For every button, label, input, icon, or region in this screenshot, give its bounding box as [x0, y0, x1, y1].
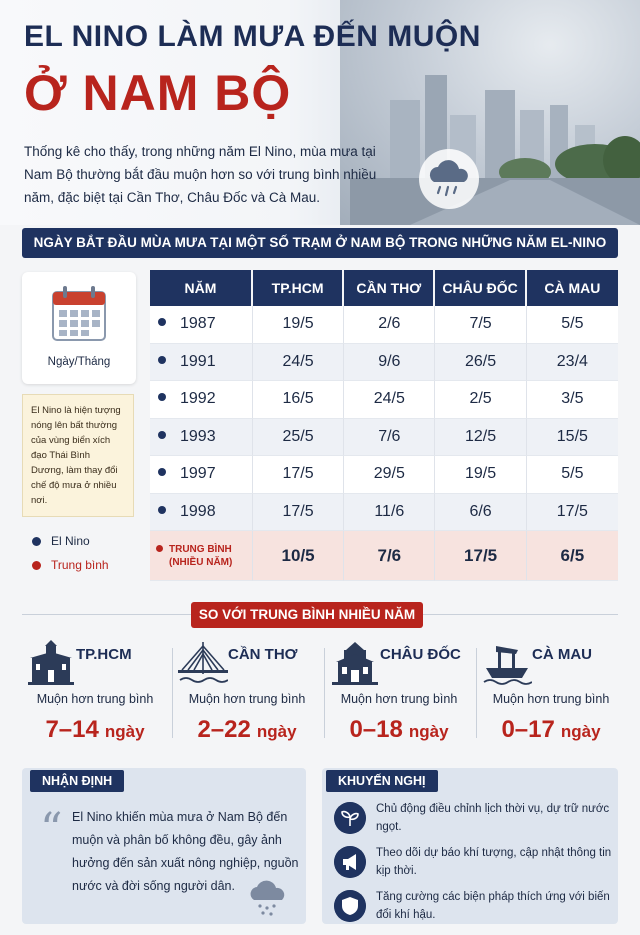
legend — [22, 529, 140, 577]
city-delay-value — [20, 716, 170, 744]
delay-unit: ngày — [560, 722, 601, 741]
legend-swatch — [32, 561, 41, 570]
delay-unit: ngày — [104, 722, 145, 741]
column-header: TP.HCM — [253, 270, 344, 306]
year-dot — [158, 506, 166, 514]
city-column-chau-doc — [324, 640, 474, 750]
delay-range: 2–22 — [197, 716, 251, 743]
megaphone-icon — [334, 846, 366, 878]
page-title-line1: EL NINO LÀM MƯA ĐẾN MUỘN — [24, 20, 481, 53]
year-cell — [150, 494, 253, 532]
section-title-banner: NGÀY BẮT ĐẦU MÙA MƯA TẠI MỘT SỐ TRẠM Ở NAM BỘ TRONG NHỮNG NĂM EL-NINO — [22, 228, 618, 258]
table-cell: 5/5 — [527, 306, 618, 344]
average-cell: 6/5 — [527, 531, 618, 581]
legend-swatch — [32, 537, 41, 546]
city-subtitle: Muộn hơn trung bình — [340, 692, 458, 706]
year-dot — [158, 318, 166, 326]
rain-cloud-icon — [244, 874, 294, 920]
sprout-icon — [334, 802, 366, 834]
legend-item-el-nino — [22, 529, 140, 553]
average-row — [150, 531, 618, 581]
average-cell: 10/5 — [253, 531, 344, 581]
table-row — [150, 344, 618, 382]
city-column-hcm — [20, 640, 170, 750]
legend-label: Trung bình — [51, 558, 109, 572]
assessment-text: El Nino khiến mùa mưa ở Nam Bộ đến muộn và phân bố không đều, gây ảnh hưởng đến sản xuất nông nghiệp, nguồn nước và đời sống người dân. — [72, 810, 299, 893]
city-name: TP.HCM — [76, 646, 132, 663]
recommendation-item — [334, 800, 614, 842]
table-cell: 24/5 — [253, 344, 344, 382]
table-cell: 16/5 — [253, 381, 344, 419]
city-name: CẦN THƠ — [228, 646, 298, 663]
year-dot — [158, 468, 166, 476]
year-cell — [150, 419, 253, 457]
table-cell: 17/5 — [253, 456, 344, 494]
year-cell — [150, 306, 253, 344]
delay-range: 0–17 — [501, 716, 555, 743]
recommendation-text: Tăng cường các biện pháp thích ứng với biến đổi khí hậu. — [376, 891, 610, 921]
recommendations-title: KHUYẾN NGHỊ — [326, 770, 438, 792]
average-label-line1: TRUNG BÌNH — [169, 543, 232, 555]
boat-icon — [482, 640, 532, 686]
table-cell: 6/6 — [435, 494, 526, 532]
average-label-line2: (NHIỀU NĂM) — [169, 556, 233, 568]
rain-cloud-icon — [418, 148, 480, 210]
table-cell: 9/6 — [344, 344, 435, 382]
year-value: 1993 — [180, 427, 216, 445]
average-dot — [156, 545, 163, 552]
recommendation-item — [334, 888, 614, 930]
column-header: CẦN THƠ — [344, 270, 435, 306]
table-header-row — [150, 270, 618, 306]
average-label-cell — [150, 531, 253, 581]
page-title-line2: Ở NAM BỘ — [24, 65, 292, 121]
year-cell — [150, 456, 253, 494]
year-value: 1998 — [180, 502, 216, 520]
assessment-title: NHẬN ĐỊNH — [30, 770, 124, 792]
table-cell: 7/6 — [344, 419, 435, 457]
table-cell: 2/6 — [344, 306, 435, 344]
table-cell: 26/5 — [435, 344, 526, 382]
table-cell: 29/5 — [344, 456, 435, 494]
year-dot — [158, 431, 166, 439]
table-row — [150, 381, 618, 419]
el-nino-note: El Nino là hiện tượng nóng lên bất thường của vùng biển xích đạo Thái Bình Dương, làm thay đổi chế độ mưa ở nhiều nơi. — [22, 394, 134, 517]
quote-icon: “ — [40, 804, 63, 855]
recommendation-item — [334, 844, 614, 886]
legend-item-average — [22, 553, 140, 577]
calendar-card — [22, 272, 136, 384]
intro-text: Thống kê cho thấy, trong những năm El Nino, mùa mưa tại Nam Bộ thường bắt đầu muộn hơn so với trung bình nhiều năm, đặc biệt tại Cần Thơ, Châu Đốc và Cà Mau. — [24, 144, 377, 205]
table-cell: 19/5 — [435, 456, 526, 494]
compare-title-banner: SO VỚI TRUNG BÌNH NHIỀU NĂM — [191, 602, 423, 628]
delay-unit: ngày — [256, 722, 297, 741]
legend-label: El Nino — [51, 534, 90, 548]
recommendation-text: Theo dõi dự báo khí tượng, cập nhật thông tin kịp thời. — [376, 847, 612, 877]
table-cell: 17/5 — [527, 494, 618, 532]
year-dot — [158, 356, 166, 364]
table-row — [150, 306, 618, 344]
delay-range: 7–14 — [45, 716, 99, 743]
table-cell: 5/5 — [527, 456, 618, 494]
table-cell: 15/5 — [527, 419, 618, 457]
column-header: CHÂU ĐỐC — [435, 270, 526, 306]
table-row — [150, 456, 618, 494]
year-value: 1992 — [180, 390, 216, 408]
year-value: 1987 — [180, 315, 216, 333]
shield-icon — [334, 890, 366, 922]
bridge-icon — [178, 640, 228, 686]
year-cell — [150, 381, 253, 419]
table-cell: 11/6 — [344, 494, 435, 532]
delay-range: 0–18 — [349, 716, 403, 743]
rain-start-table — [150, 270, 618, 581]
average-cell: 7/6 — [344, 531, 435, 581]
column-header: NĂM — [150, 270, 253, 306]
table-cell: 24/5 — [344, 381, 435, 419]
year-value: 1997 — [180, 465, 216, 483]
table-cell: 23/4 — [527, 344, 618, 382]
table-cell: 25/5 — [253, 419, 344, 457]
table-cell: 2/5 — [435, 381, 526, 419]
city-subtitle: Muộn hơn trung bình — [492, 692, 610, 706]
column-header: CÀ MAU — [527, 270, 618, 306]
city-subtitle: Muộn hơn trung bình — [36, 692, 154, 706]
year-dot — [158, 393, 166, 401]
year-value: 1991 — [180, 352, 216, 370]
table-cell: 12/5 — [435, 419, 526, 457]
city-column-can-tho — [172, 640, 322, 750]
delay-unit: ngày — [408, 722, 449, 741]
city-subtitle: Muộn hơn trung bình — [188, 692, 306, 706]
table-cell: 3/5 — [527, 381, 618, 419]
city-delay-value — [172, 716, 322, 744]
church-icon — [26, 640, 76, 686]
city-name: CÀ MAU — [532, 646, 592, 663]
city-delay-value — [476, 716, 626, 744]
calendar-icon — [22, 282, 136, 362]
temple-icon — [330, 640, 380, 686]
year-cell — [150, 344, 253, 382]
table-row — [150, 419, 618, 457]
average-cell: 17/5 — [435, 531, 526, 581]
table-cell: 7/5 — [435, 306, 526, 344]
city-name: CHÂU ĐỐC — [380, 646, 461, 663]
table-cell: 17/5 — [253, 494, 344, 532]
city-column-ca-mau — [476, 640, 626, 750]
table-cell: 19/5 — [253, 306, 344, 344]
calendar-label: Ngày/Tháng — [47, 356, 111, 368]
table-row — [150, 494, 618, 532]
recommendation-text: Chủ động điều chỉnh lịch thời vụ, dự trữ nước ngọt. — [376, 803, 610, 833]
city-delay-value — [324, 716, 474, 744]
left-panel — [22, 272, 140, 577]
hero-section — [0, 0, 640, 225]
